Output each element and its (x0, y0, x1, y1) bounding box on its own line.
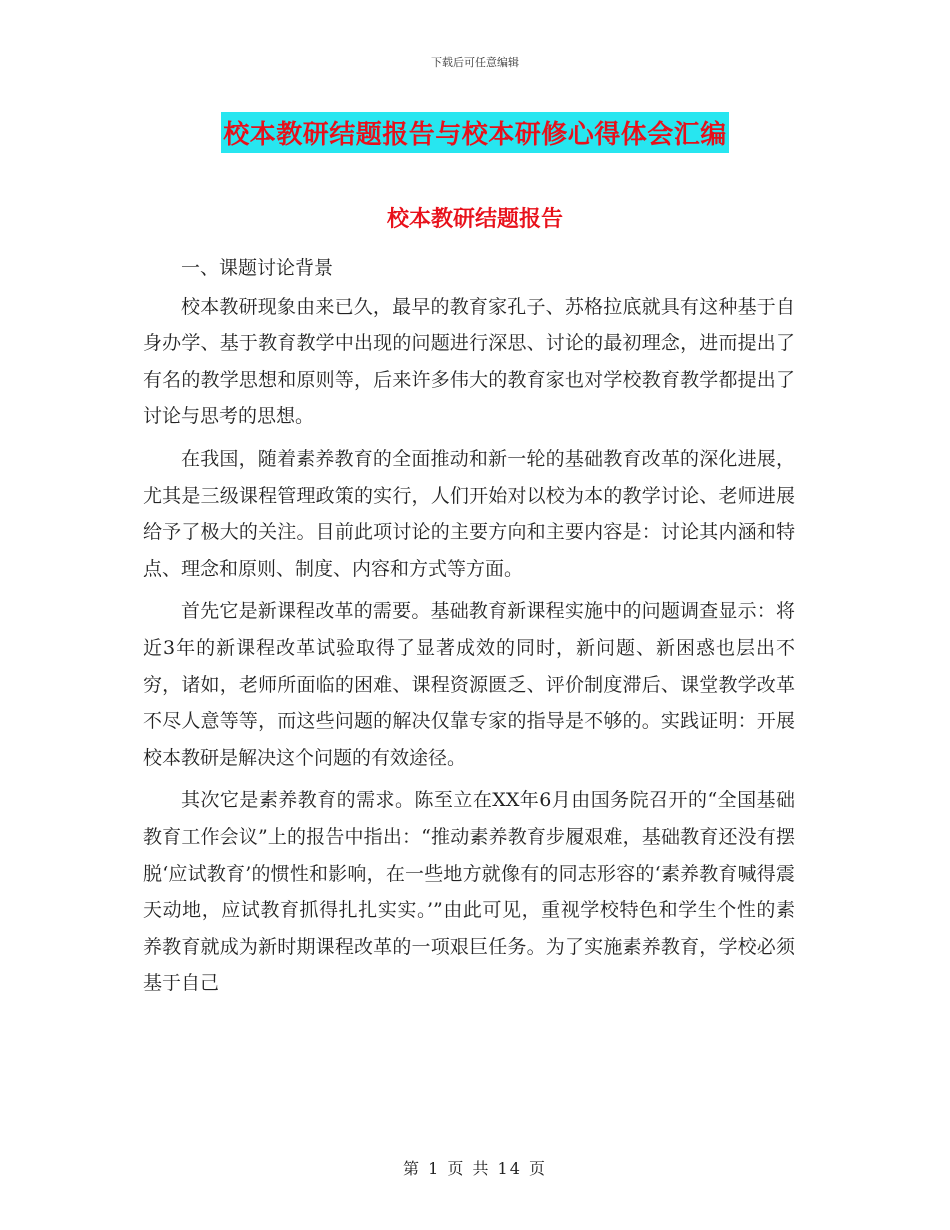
paragraph: 校本教研现象由来已久，最早的教育家孔子、苏格拉底就具有这种基于自身办学、基于教育教学中出现的问题进行深思、讨论的最初理念，进而提出了有名的教学思想和原则等，后来许多伟大的教育家也对学校教育教学都提出了讨论与思考的思想。 (143, 295, 795, 428)
main-title-container (0, 112, 950, 153)
page-header-note: 下载后可任意编辑 (431, 56, 519, 69)
main-title: 校本教研结题报告与校本研修心得体会汇编 (221, 112, 729, 153)
section-title: 校本教研结题报告 (386, 207, 563, 232)
heading-background: 一、课题讨论背景 (181, 257, 334, 279)
page-number: 第 1 页 共 14 页 (403, 1159, 547, 1178)
document-body (143, 250, 795, 1002)
paragraph: 其次它是素养教育的需求。陈至立在XX年6月由国务院召开的“全国基础教育工作会议”上的报告中指出：“推动素养教育步履艰难，基础教育还没有摆脱‘应试教育’的惯性和影响，在一些地方就像有的同志形容的‘素养教育喊得震天动地，应试教育抓得扎扎实实。’”由此可见，重视学校特色和学生个性的素养教育就成为新时期课程改革的一项艰巨任务。为了实施素养教育，学校必须基于自己 (143, 789, 795, 995)
paragraph: 在我国，随着素养教育的全面推动和新一轮的基础教育改革的深化进展，尤其是三级课程管理政策的实行，人们开始对以校为本的教学讨论、老师进展给予了极大的关注。目前此项讨论的主要方向和主要内容是：讨论其内涵和特点、理念和原则、制度、内容和方式等方面。 (143, 447, 795, 580)
paragraph: 首先它是新课程改革的需要。基础教育新课程实施中的问题调查显示：将近3年的新课程改革试验取得了显著成效的同时，新问题、新困惑也层出不穷，诸如，老师所面临的困难、课程资源匮乏、评价制度滞后、课堂教学改革不尽人意等等，而这些问题的解决仅靠专家的指导是不够的。实践证明：开展校本教研是解决这个问题的有效途径。 (143, 600, 795, 769)
